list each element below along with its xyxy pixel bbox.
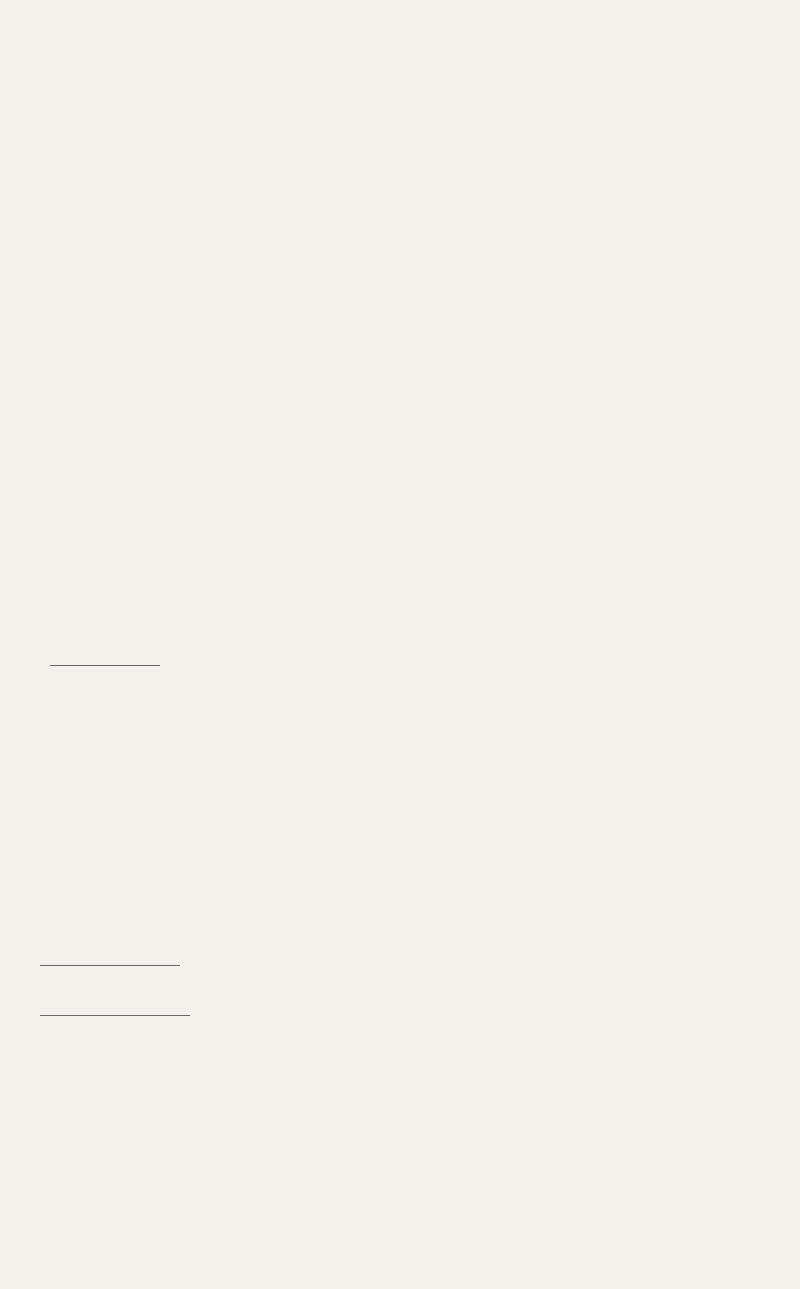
pencil-mark bbox=[40, 1015, 190, 1016]
pencil-mark bbox=[40, 965, 180, 966]
page-header bbox=[62, 74, 762, 108]
pencil-mark bbox=[50, 665, 160, 666]
